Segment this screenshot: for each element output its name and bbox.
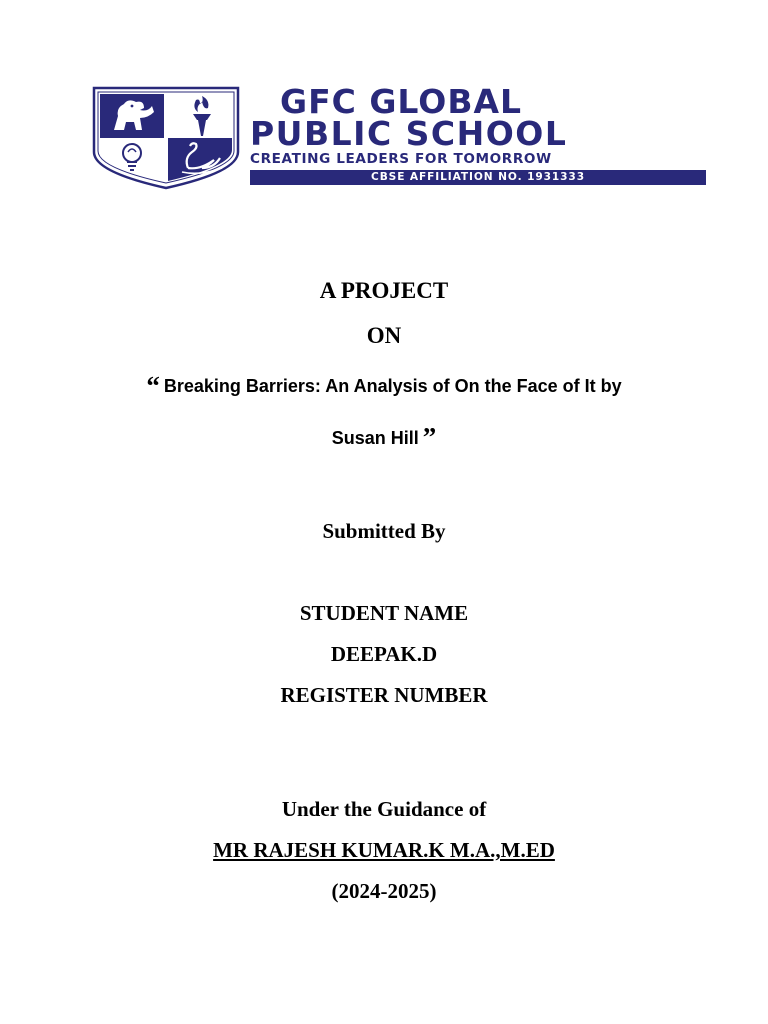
project-heading: A PROJECT [319, 278, 449, 303]
topic-text-line1: Breaking Barriers: An Analysis of On the Face of It by [163, 376, 622, 396]
guidance-label: Under the Guidance of [281, 797, 487, 821]
guide-name-text: MR RAJESH KUMAR.K M.A.,M.ED [213, 838, 555, 862]
topic-text-line2: Susan Hill [331, 428, 419, 448]
project-on: ON [366, 323, 402, 348]
affiliation-bar [250, 170, 706, 185]
register-number-label: REGISTER NUMBER [280, 683, 488, 707]
school-crest-logo [92, 86, 240, 190]
guide-name [0, 838, 768, 863]
school-name-line2: PUBLIC SCHOOL [250, 114, 568, 153]
affiliation-text: CBSE AFFILIATION NO. 1931333 [371, 171, 585, 183]
open-quote: “ [146, 371, 160, 401]
academic-year: (2024-2025) [331, 879, 437, 903]
school-name-line1: GFC GLOBAL [280, 82, 523, 121]
close-quote: ” [422, 422, 437, 452]
project-topic-line2 [0, 420, 768, 451]
student-name: DEEPAK.D [330, 642, 438, 666]
submitted-by-label: Submitted By [322, 519, 446, 543]
student-name-label: STUDENT NAME [299, 601, 469, 625]
school-tagline: CREATING LEADERS FOR TOMORROW [250, 151, 552, 167]
project-topic-line1 [0, 368, 768, 399]
